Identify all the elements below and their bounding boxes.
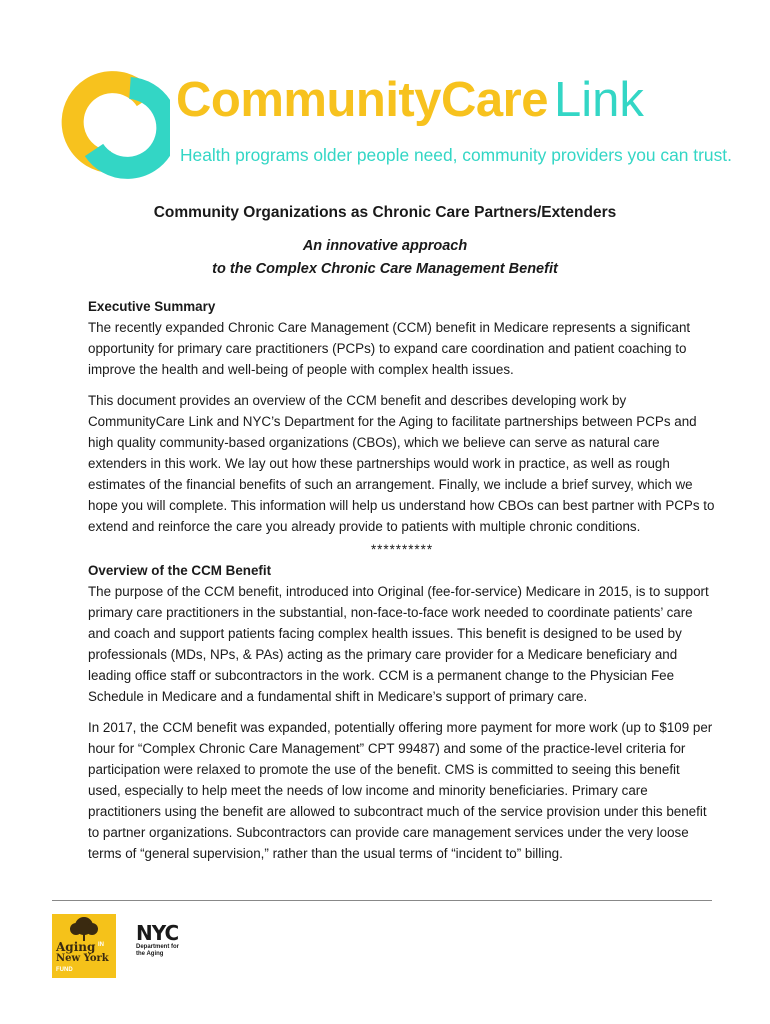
overview-heading: Overview of the CCM Benefit (88, 563, 272, 578)
exec-summary-heading: Executive Summary (88, 299, 216, 314)
subtitle-line-2: to the Complex Chronic Care Management Benefit (212, 261, 558, 277)
section-separator: ********** (370, 542, 434, 557)
exec-summary-paragraph-1: The recently expanded Chronic Care Management (CCM) benefit in Medicare represents a significant opportunity for primary care practitioners (PCPs) to expand care coordination and patient coaching to improve the health and well-being of people with complex health issues. (88, 320, 691, 377)
aging-logo-line-1: Aging (56, 940, 96, 954)
exec-summary-paragraph-2: This document provides an overview of the CCM benefit and describes developing work by CommunityCare Link and NYC’s Department for the Aging to facilitate partnerships between PCPs and high quality community-based organizations (CBOs), which we believe can serve as natural care extenders in this work. We lay out how these partnerships would work in practice, as well as rough estimates of the financial benefits of such an arrangement. Finally, we include a brief survey, which we hope you will complete. This information will help us understand how CBOs can best partner with PCPs to extend and reinforce the care you already provide to patients with multiple chronic conditions. (88, 393, 715, 534)
aging-logo-line-2: New York (56, 953, 109, 964)
footer-divider (52, 900, 712, 901)
aging-logo-line-3: FUND (56, 967, 73, 973)
aging-in-new-york-fund-logo (52, 914, 116, 978)
brand-part1: CommunityCare (176, 73, 548, 127)
document-title: Community Organizations as Chronic Care Partners/Extenders (153, 204, 617, 221)
document-body (88, 296, 716, 874)
aging-logo-in: IN (98, 942, 104, 948)
nyc-mark: NYC (136, 921, 179, 945)
tree-icon (52, 914, 116, 942)
nyc-dept-label: Department for the Aging (136, 944, 180, 957)
overview-paragraph-2: In 2017, the CCM benefit was expanded, potentially offering more payment for more work (up to $109 per hour for “Complex Chronic Care Management” CPT 99487) and some of the practice-level criteria for participation were relaxed to promote the use of the benefit. CMS is committed to seeing this benefit used, especially to help meet the needs of low income and minority beneficiaries. Primary care practitioners using the benefit are allowed to subcontract much of the service provision under this benefit to partner organizations. Subcontractors can provide care management services under the very loose terms of “general supervision,” rather than the usual terms of “incident to” billing. (88, 720, 713, 861)
brand-name (176, 72, 644, 128)
nyc-department-for-the-aging-logo (136, 921, 186, 958)
brand-part2: Link (553, 73, 644, 127)
brand-tagline: Health programs older people need, community providers you can trust. (180, 145, 732, 165)
subtitle-line-1: An innovative approach (302, 238, 468, 254)
overview-paragraph-1: The purpose of the CCM benefit, introduced into Original (fee-for-service) Medicare in 2015, is to support primary care practitioners in the substantial, non-face-to-face work needed to coordinate patients’ care and coach and support patients facing complex health issues. This benefit is designed to be used by professionals (MDs, NPs, & PAs) acting as the primary care provider for a Medicare beneficiary and leading office staff or subcontractors in the work. CCM is a permanent change to the Physician Fee Schedule in Medicare and a fundamental shift in Medicare’s support of primary care. (88, 584, 709, 704)
communitycare-link-logo-mark (52, 62, 170, 184)
